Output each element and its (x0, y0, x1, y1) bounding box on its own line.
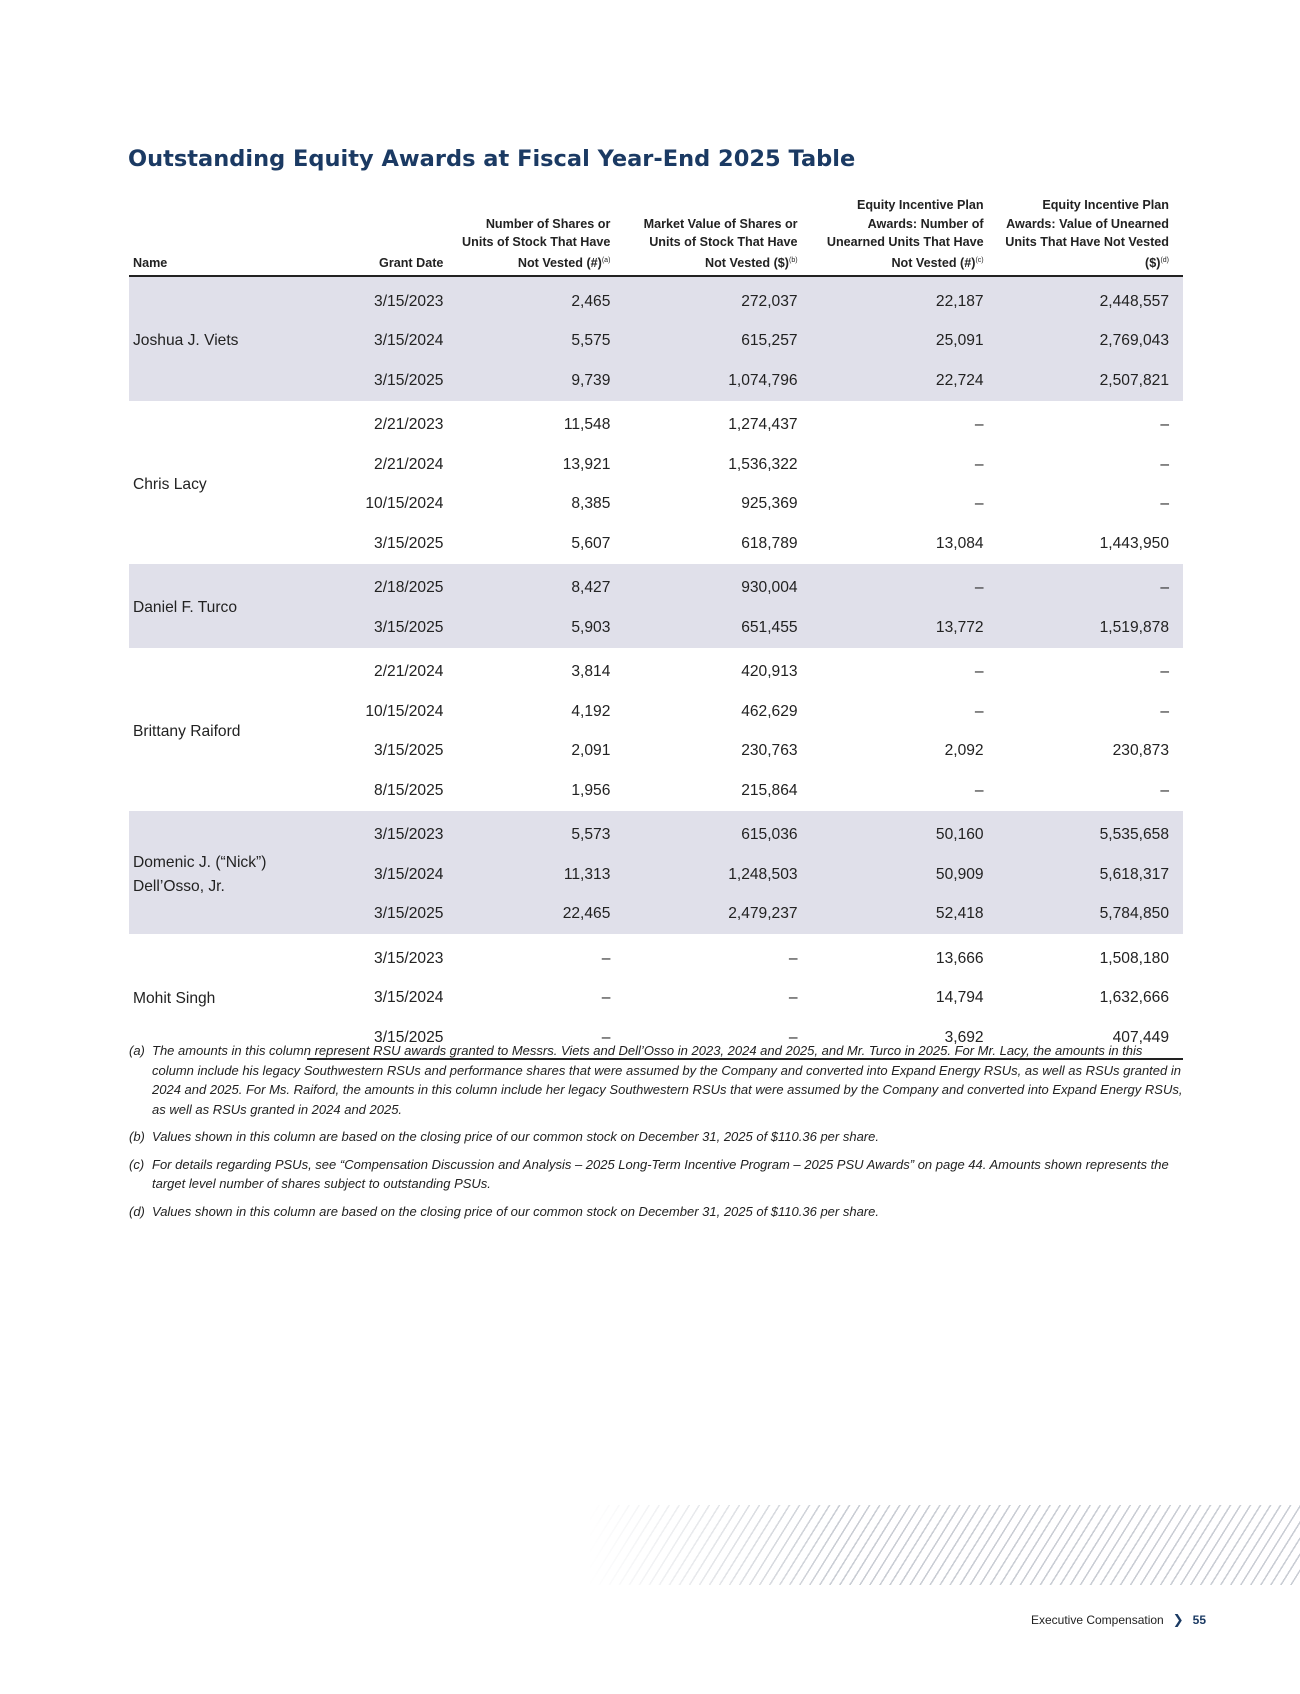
person-group (129, 648, 1183, 811)
eip-value-cell: – (1160, 455, 1169, 473)
eip-value-cell: 1,632,666 (1099, 989, 1169, 1007)
person-group (129, 934, 1183, 1059)
person-group (129, 811, 1183, 935)
grant-date-cell: 3/15/2025 (307, 895, 457, 935)
eip-units-cell: 13,666 (935, 949, 984, 967)
eip-value-cell: – (1160, 781, 1169, 799)
person-group (129, 276, 1183, 401)
eip-value-cell: 230,873 (1112, 742, 1169, 760)
market-value-cell: 462,629 (741, 702, 798, 720)
shares-unvested-cell: 11,313 (457, 855, 624, 895)
footnote-ref: (a) (601, 256, 611, 264)
decorative-hatch-pattern (588, 1505, 1300, 1585)
page-footer (1031, 1612, 1206, 1628)
shares-unvested-cell: 5,903 (457, 608, 624, 648)
footnote (129, 1155, 1183, 1194)
market-value-cell: – (788, 949, 798, 967)
eip-units-cell: 50,909 (812, 855, 998, 895)
shares-unvested-cell: 22,465 (457, 895, 624, 935)
table-row (129, 276, 1183, 322)
eip-units-cell: – (812, 564, 998, 609)
grant-date-cell: 10/15/2024 (365, 702, 444, 720)
eip-units-cell: 52,418 (812, 895, 998, 935)
header-shares-unvested: Number of Shares or Units of Stock That Have Not Vested (#)$^{(a)}$ (457, 196, 624, 276)
market-value-cell: 1,074,796 (624, 361, 811, 401)
eip-units-cell: 50,160 (812, 811, 998, 856)
grant-date-cell: 3/15/2023 (374, 949, 444, 967)
eip-value-cell: – (1160, 702, 1169, 720)
eip-value-cell: – (998, 564, 1183, 609)
footnote (129, 1202, 1183, 1222)
market-value-cell: – (624, 1018, 811, 1059)
eip-units-cell: – (974, 495, 984, 513)
table-row (129, 934, 1183, 979)
eip-value-cell: 5,535,658 (998, 811, 1183, 856)
footer-section-label: Executive Compensation (1030, 1613, 1164, 1627)
eip-value-cell: – (1160, 416, 1169, 434)
header-eip-value: Equity Incentive Plan Awards: Value of Unearned Units That Have Not Vested ($)$^{(d)}$ (998, 196, 1183, 276)
eip-units-cell: 22,724 (812, 361, 998, 401)
grant-date-cell: 8/15/2025 (374, 781, 444, 799)
footnote-ref: (b) (789, 256, 798, 264)
footnote (129, 1041, 1183, 1119)
market-value-cell: 1,274,437 (728, 416, 798, 434)
footnote-label: (a) (129, 1043, 145, 1058)
shares-unvested-cell: – (601, 989, 611, 1007)
person-name: Brittany Raiford (133, 722, 241, 740)
eip-value-cell: – (1160, 495, 1169, 513)
person-group (129, 401, 1183, 564)
eip-units-cell: 22,187 (812, 276, 998, 322)
footnote-label: (c) (129, 1156, 145, 1172)
shares-unvested-cell: 8,385 (571, 495, 611, 513)
shares-unvested-cell: 11,548 (563, 416, 611, 434)
market-value-cell: 215,864 (741, 781, 798, 799)
person-name: Daniel F. Turco (129, 564, 307, 648)
grant-date-cell: 3/15/2025 (307, 608, 457, 648)
eip-value-cell: 2,507,821 (998, 361, 1183, 401)
grant-date-cell: 2/21/2024 (374, 663, 444, 681)
market-value-cell: 615,257 (624, 322, 811, 362)
shares-unvested-cell: 5,607 (571, 534, 611, 552)
eip-value-cell: – (1160, 663, 1169, 681)
grant-date-cell: 3/15/2023 (307, 811, 457, 856)
grant-date-cell: 3/15/2023 (307, 276, 457, 322)
market-value-cell: 925,369 (741, 495, 798, 513)
market-value-cell: 930,004 (624, 564, 811, 609)
eip-units-cell: – (974, 781, 984, 799)
header-name: Name (129, 196, 307, 276)
shares-unvested-cell: 3,814 (571, 663, 611, 681)
market-value-cell: 1,536,322 (728, 455, 798, 473)
market-value-cell: 618,789 (741, 534, 798, 552)
grant-date-cell: 3/15/2025 (374, 534, 444, 552)
eip-value-cell: 1,519,878 (998, 608, 1183, 648)
eip-units-cell: – (974, 455, 984, 473)
eip-value-cell: 407,449 (998, 1018, 1183, 1059)
grant-date-cell: 3/15/2025 (374, 742, 444, 760)
chevron-right-icon: ❯ (1172, 1612, 1184, 1627)
grant-date-cell: 10/15/2024 (365, 495, 444, 513)
shares-unvested-cell: 8,427 (457, 564, 624, 609)
footnote (129, 1127, 1183, 1147)
eip-units-cell: – (974, 416, 984, 434)
market-value-cell: 1,248,503 (624, 855, 811, 895)
eip-units-cell: – (974, 663, 984, 681)
grant-date-cell: 3/15/2024 (374, 989, 444, 1007)
market-value-cell: 230,763 (741, 742, 798, 760)
market-value-cell: 651,455 (624, 608, 811, 648)
shares-unvested-cell: – (601, 949, 611, 967)
eip-value-cell: 1,508,180 (1099, 949, 1169, 967)
table-row (129, 564, 1183, 609)
footnote-label: (b) (129, 1129, 145, 1144)
header-eip-units: Equity Incentive Plan Awards: Number of Unearned Units That Have Not Vested (#)$^{(c)}$ (812, 196, 998, 276)
footnote-text: For details regarding PSUs, see “Compensation Discussion and Analysis – 2025 Long-Term Incentive Program – 2025 PSU Awards” on page 44. Amounts shown represents the target level number of shares subject to outstanding PSUs. (152, 1156, 1169, 1191)
shares-unvested-cell: 5,573 (457, 811, 624, 856)
eip-units-cell: 25,091 (812, 322, 998, 362)
market-value-cell: 420,913 (741, 663, 798, 681)
grant-date-cell: 3/15/2024 (307, 322, 457, 362)
shares-unvested-cell: 4,192 (571, 702, 611, 720)
eip-value-cell: 2,769,043 (998, 322, 1183, 362)
eip-units-cell: 13,084 (935, 534, 984, 552)
shares-unvested-cell: – (457, 1018, 624, 1059)
eip-value-cell: 5,618,317 (998, 855, 1183, 895)
person-group (129, 564, 1183, 648)
page-number: 55 (1192, 1613, 1206, 1627)
shares-unvested-cell: 2,465 (457, 276, 624, 322)
market-value-cell: 2,479,237 (624, 895, 811, 935)
grant-date-cell: 3/15/2024 (307, 855, 457, 895)
header-market-value: Market Value of Shares or Units of Stock That Have Not Vested ($)$^{(b)}$ (624, 196, 811, 276)
grant-date-cell: 2/21/2023 (374, 416, 444, 434)
grant-date-cell: 2/21/2024 (374, 455, 444, 473)
footnote-ref: (c) (975, 256, 984, 264)
eip-units-cell: – (974, 702, 984, 720)
eip-units-cell: 13,772 (812, 608, 998, 648)
eip-value-cell: 2,448,557 (998, 276, 1183, 322)
eip-units-cell: 3,692 (812, 1018, 998, 1059)
table-header-row (129, 196, 1183, 276)
footnote-label: (d) (129, 1203, 145, 1219)
grant-date-cell: 3/15/2025 (307, 1018, 457, 1059)
footnote-text: Values shown in this column are based on the closing price of our common stock on December 31, 2025 of $110.36 per share. (152, 1129, 879, 1144)
equity-awards-table (129, 196, 1183, 1060)
footnote-text: The amounts in this column represent RSU awards granted to Messrs. Viets and Dell’Osso in 2023, 2024 and 2025, and Mr. Turco in 2025. For Mr. Lacy, the amounts in this column include his legacy Southwestern RSUs and performance shares that were assumed by the Company and converted into Expand Energy RSUs, as well as RSUs granted in 2024 and 2025. For Ms. Raiford, the amounts in this column include her legacy Southwestern RSUs that were assumed by the Company and converted into Expand Energy RSUs, as well as RSUs granted in 2024 and 2025. (152, 1043, 1183, 1117)
shares-unvested-cell: 2,091 (571, 742, 611, 760)
shares-unvested-cell: 9,739 (457, 361, 624, 401)
market-value-cell: – (788, 989, 798, 1007)
page-title: Outstanding Equity Awards at Fiscal Year-End 2025 Table (128, 146, 856, 172)
shares-unvested-cell: 13,921 (562, 455, 611, 473)
table-row (129, 811, 1183, 856)
person-name: Joshua J. Viets (129, 276, 307, 401)
person-name: Chris Lacy (133, 475, 207, 493)
footnote-ref: (d) (1160, 256, 1169, 264)
table-row (129, 648, 1183, 693)
grant-date-cell: 3/15/2025 (307, 361, 457, 401)
grant-date-cell: 2/18/2025 (307, 564, 457, 609)
market-value-cell: 615,036 (624, 811, 811, 856)
footnotes (129, 1041, 1183, 1229)
eip-units-cell: 14,794 (935, 989, 984, 1007)
eip-value-cell: 5,784,850 (998, 895, 1183, 935)
shares-unvested-cell: 5,575 (457, 322, 624, 362)
eip-value-cell: 1,443,950 (1099, 534, 1169, 552)
shares-unvested-cell: 1,956 (571, 781, 611, 799)
person-name: Domenic J. (“Nick”) Dell’Osso, Jr. (129, 811, 307, 935)
market-value-cell: 272,037 (624, 276, 811, 322)
header-grant-date: Grant Date (307, 196, 457, 276)
footnote-text: Values shown in this column are based on the closing price of our common stock on December 31, 2025 of $110.36 per share. (152, 1203, 879, 1219)
table-row (129, 401, 1183, 446)
person-name: Mohit Singh (133, 989, 216, 1007)
eip-units-cell: 2,092 (944, 742, 984, 760)
